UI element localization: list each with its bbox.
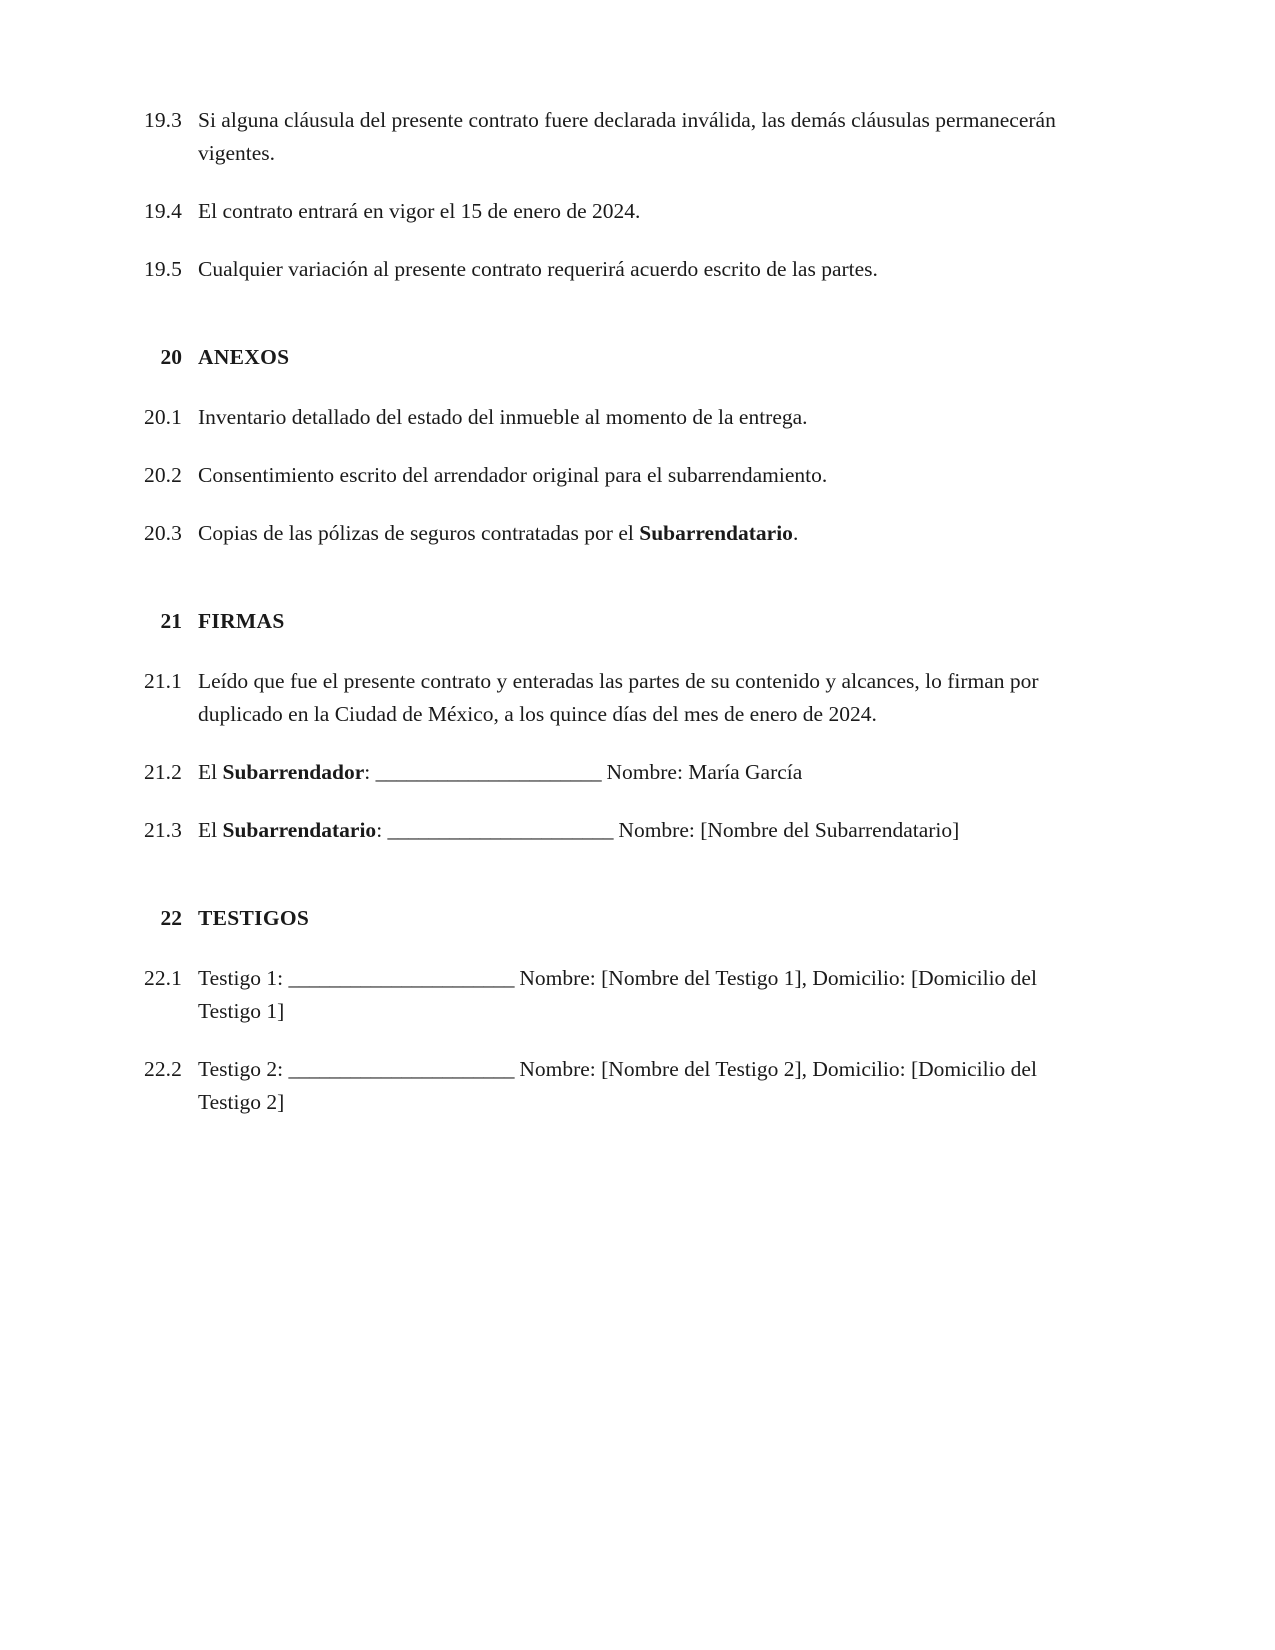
clause-22-2 [133,1053,1089,1119]
clause-text [198,756,1089,789]
clause-number: 20.3 [143,521,182,545]
clause-19-4 [133,195,1089,228]
clause-text-after: . [792,521,799,545]
clause-text-before: Testigo 1: [198,966,289,990]
section-title: FIRMAS [198,609,285,633]
clause-21-2 [133,756,1089,789]
clause-text-before: Testigo 2: [198,1057,289,1081]
clause-text-before: El [198,818,223,842]
clause-number: 20.1 [143,405,182,429]
section-number: 21 [160,609,182,633]
section-title: ANEXOS [198,345,290,369]
clause-number: 20.2 [143,463,182,487]
witness-blank-line: ______________________ [288,1057,514,1081]
signature-blank-line: ______________________ [375,760,602,784]
clause-number: 21.3 [143,818,182,842]
clause-number: 21.1 [143,669,182,693]
clause-20-2 [133,459,1089,492]
clause-text [198,814,1089,847]
clause-text [198,517,1089,550]
clause-text-after: Nombre: [Nombre del Testigo 1], Domicilio: [Domicilio del Testigo 1] [198,966,1037,1023]
section-number: 20 [160,345,182,369]
clause-22-1 [133,962,1089,1028]
clause-number: 19.3 [143,108,182,132]
clause-19-3 [133,104,1089,170]
section-heading-firmas [133,605,1089,638]
clause-text [198,962,1089,1028]
clause-number: 21.2 [143,760,182,784]
emphasis-subarrendatario: Subarrendatario [222,818,377,842]
clause-19-5 [133,253,1089,286]
signature-blank-line: ______________________ [387,818,614,842]
section-heading-anexos [133,341,1089,374]
clause-number: 19.5 [143,257,182,281]
clause-number: 22.1 [143,966,182,990]
clause-text: Consentimiento escrito del arrendador original para el subarrendamiento. [198,463,828,487]
clause-text-middle: : [364,760,376,784]
clause-text: Si alguna cláusula del presente contrato fuere declarada inválida, las demás cláusulas permanecerán vigentes. [198,108,1056,165]
clause-text-after: Nombre: María García [601,760,803,784]
clause-text: Inventario detallado del estado del inmueble al momento de la entrega. [198,405,808,429]
clause-number: 19.4 [143,199,182,223]
clause-text-middle: : [376,818,388,842]
section-title: TESTIGOS [198,906,310,930]
emphasis-subarrendador: Subarrendador [222,760,365,784]
emphasis-subarrendatario: Subarrendatario [639,521,793,545]
clause-text: El contrato entrará en vigor el 15 de enero de 2024. [198,199,641,223]
section-heading-testigos [133,902,1089,935]
clause-text-after: Nombre: [Nombre del Testigo 2], Domicilio: [Domicilio del Testigo 2] [198,1057,1037,1114]
clause-text-before: El [198,760,223,784]
clause-21-3 [133,814,1089,847]
clause-text [198,1053,1089,1119]
clause-21-1 [133,665,1089,731]
witness-blank-line: ______________________ [288,966,514,990]
clause-number: 22.2 [143,1057,182,1081]
clause-20-3 [133,517,1089,550]
section-number: 22 [160,906,182,930]
document-body [133,104,1089,1119]
clause-text-before: Copias de las pólizas de seguros contratadas por el [198,521,640,545]
clause-text: Leído que fue el presente contrato y enteradas las partes de su contenido y alcances, lo firman por duplicado en la Ciudad de México, a los quince días del mes de enero de 2024. [198,669,1039,726]
clause-text: Cualquier variación al presente contrato requerirá acuerdo escrito de las partes. [198,257,878,281]
clause-text-after: Nombre: [Nombre del Subarrendatario] [613,818,960,842]
clause-20-1 [133,401,1089,434]
